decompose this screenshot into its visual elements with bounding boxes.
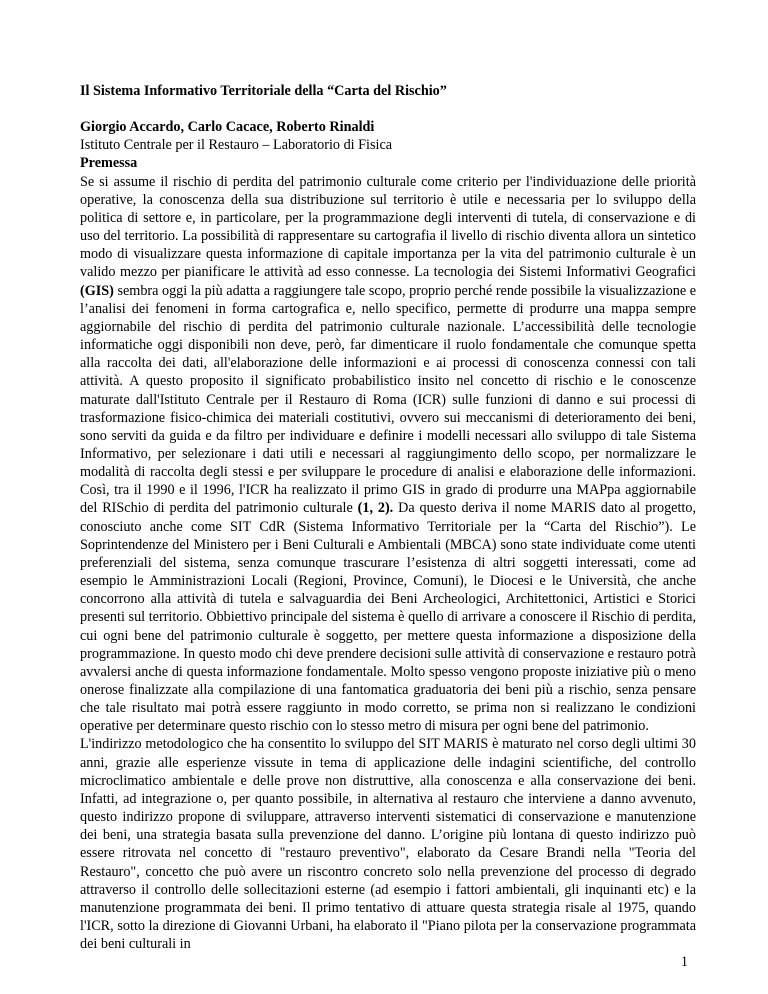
paragraph-1 [80,173,696,736]
gis-acronym: (GIS) [80,282,114,299]
affiliation: Istituto Centrale per il Restauro – Laboratorio di Fisica [80,137,393,154]
paragraph-1-text-b: sembra oggi la più adatta a raggiungere tale scopo, proprio perché rende possibile la visualizzazione e l’analisi dei fenomeni in forma cartografica e, nello specifico, permette di produrre una mappa sempre aggiornabile del rischio di perdita del patrimonio culturale nazionale. L’accessibilità delle tecnologie informatiche oggi disponibili non deve, però, far dimenticare il ruolo fondamentale che comunque spetta alla raccolta dei dati, all'elaborazione delle informazioni e ai processi di conoscenza connessi con tali attività. A questo proposito il significato probabilistico insito nel concetto di rischio e le conoscenze maturate dall'Istituto Centrale per il Restauro di Roma (ICR) sulle funzioni di danno e sui processi di trasformazione fisico-chimica dei materiali costitutivi, ovvero sui meccanismi di deterioramento dei beni, sono serviti da guida e da filtro per individuare e definire i modelli necessari allo sviluppo di tale Sistema Informativo, per selezionare i dati utili e necessari al raggiungimento dello scopo, per normalizzare le modalità di raccolta degli stessi e per sviluppare le procedure di analisi e elaborazione delle informazioni. Così, tra il 1990 e il 1996, l'ICR ha realizzato il primo GIS in grado di produrre una MAPpa aggiornabile del RISchio di perdita del patrimonio culturale [80,282,696,517]
paragraph-1-text-c: Da questo deriva il nome MARIS dato al progetto, conosciuto anche come SIT CdR (Sistema Informativo Territoriale per la “Carta del Rischio”). Le Soprintendenze del Ministero per i Beni Culturali e Ambientali (MBCA) sono state individuate come utenti preferenziali del sistema, senza comunque trascurare l’esistenza di altri soggetti interessati, come ad esempio le Amministrazioni Locali (Regioni, Province, Comuni), le Diocesi e le Università, che anche concorrono alla attività di tutela e salvaguardia dei Beni Archeologici, Architettonici, Artistici e Storici presenti sul territorio. Obbiettivo principale del sistema è quello di arrivare a conoscere il Rischio di perdita, cui ogni bene del patrimonio culturale è soggetto, per mettere questa informazione a disposizione della programmazione. In questo modo chi deve prendere decisioni sulle attività di conservazione e restauro potrà avvalersi anche di questa informazione fondamentale. Molto spesso vengono proposte iniziative più o meno onerose finalizzate alla compilazione di una fantomatica graduatoria dei beni più a rischio, senza pensare che tale risultato mai potrà essere raggiunto in modo corretto, se prima non si realizzano le condizioni operative per determinare questo rischio con lo stesso metro di misura per ogni bene del patrimonio. [80,500,696,735]
citation-reference: (1, 2). [357,500,394,517]
section-heading: Premessa [80,155,138,172]
paragraph-2: L'indirizzo metodologico che ha consentito lo sviluppo del SIT MARIS è maturato nel corso degli ultimi 30 anni, grazie alle esperienze vissute in tema di applicazione delle indagini scientifiche, del controllo microclimatico ambientale e delle prove non distruttive, alla conoscenza e alla conservazione dei beni. Infatti, ad integrazione o, per quanto possibile, in alternativa al restauro che interviene a danno avvenuto, questo indirizzo propone di sviluppare, attraverso interventi sistematici di conservazione e manutenzione dei beni, una strategia basata sulla prevenzione del danno. L’origine più lontana di questo indirizzo può essere ritrovata nel concetto di "restauro preventivo", elaborato da Cesare Brandi nella "Teoria del Restauro", concetto che può avere un riscontro concreto solo nella prevenzione del processo di degrado attraverso il controllo delle sollecitazioni esterne (ad esempio i fattori ambientali, gli inquinanti etc) e la manutenzione programmata dei beni. Il primo tentativo di attuare questa strategia risale al 1975, quando l'ICR, sotto la direzione di Giovanni Urbani, ha elaborato il "Piano pilota per la conservazione programmata dei beni culturali in [80,736,696,953]
paragraph-1-text-a: Se si assume il rischio di perdita del patrimonio culturale come criterio per l'individuazione delle priorità operative, la conoscenza della sua distribuzione sul territorio è utile e necessaria per lo sviluppo della politica di settore e, in particolare, per la programmazione degli interventi di tutela, di conservazione e di uso del territorio. La possibilità di rappresentare su cartografia il livello di rischio diventa allora un sintetico modo di visualizzare questa informazione di capitale importanza per la vita del patrimonio culturale è un valido mezzo per pianificare le attività ad esso connesse. La tecnologia dei Sistemi Informativi Geografici [80,173,696,281]
document-body [80,82,696,953]
document-title: Il Sistema Informativo Territoriale della “Carta del Rischio” [80,83,447,99]
authors: Giorgio Accardo, Carlo Cacace, Roberto Rinaldi [80,119,375,136]
page-number: 1 [680,954,688,970]
